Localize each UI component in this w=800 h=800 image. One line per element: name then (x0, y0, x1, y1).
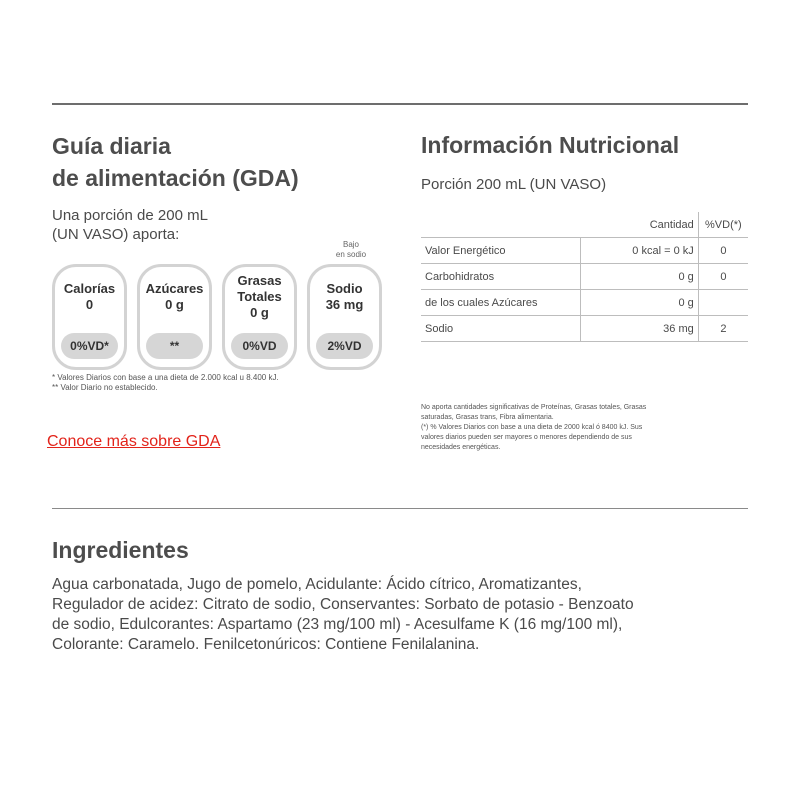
gda-portion-line-1: Una porción de 200 mL (52, 207, 208, 224)
nutrition-note-line: saturadas, Grasas trans, Fibra alimentaria. (421, 414, 554, 421)
ingredients-line: Colorante: Caramelo. Fenilcetonúricos: Contiene Fenilalanina. (52, 636, 480, 653)
row-amount: 36 mg (581, 316, 699, 342)
badge-azucares-value: 0 g (165, 297, 184, 312)
row-label: Carbohidratos (421, 264, 581, 290)
badge-sodio-dv: 2%VD (316, 333, 373, 359)
nutrition-note-line: necesidades energéticas. (421, 444, 501, 451)
nutrition-table-header (421, 212, 748, 238)
ingredients-line: Regulador de acidez: Citrato de sodio, Conservantes: Sorbato de potasio - Benzoato (52, 596, 634, 613)
badge-azucares (137, 264, 212, 370)
bajo-en-sodio-label (320, 240, 382, 260)
row-label: Valor Energético (421, 238, 581, 264)
row-dv: 0 (698, 238, 748, 264)
header-cantidad: Cantidad (581, 212, 699, 238)
header-vd: %VD(*) (698, 212, 748, 238)
badge-grasas-label-1: Grasas (237, 273, 282, 288)
badge-grasas (222, 264, 297, 370)
row-dv (698, 290, 748, 316)
gda-title (52, 130, 382, 194)
nutrition-note-line: valores diarios pueden ser mayores o menores dependiendo de sus (421, 434, 632, 441)
gda-portion (52, 206, 208, 244)
badge-sodio (307, 264, 382, 370)
ingredients-text (52, 575, 752, 655)
gda-portion-line-2: (UN VASO) aporta: (52, 226, 180, 243)
table-row (421, 316, 748, 342)
badge-grasas-dv: 0%VD (231, 333, 288, 359)
nutrition-table (421, 212, 748, 342)
gda-footnote-1: * Valores Diarios con base a una dieta de 2.000 kcal u 8.400 kJ. (52, 373, 279, 382)
badge-grasas-value: 0 g (250, 305, 269, 320)
badge-calorias-label: Calorías (63, 281, 116, 296)
gda-title-line-1: Guía diaria (52, 133, 171, 159)
nutrition-title: Información Nutricional (421, 132, 680, 158)
badge-sodio-value: 36 mg (325, 297, 364, 312)
gda-badges (52, 240, 382, 370)
header-empty (421, 212, 581, 238)
conoce-mas-gda-link[interactable]: Conoce más sobre GDA (47, 433, 221, 450)
table-row (421, 238, 748, 264)
bajo-line-2: en sodio (335, 250, 367, 259)
gda-title-line-2: de alimentación (GDA) (52, 165, 299, 191)
table-row (421, 290, 748, 316)
badge-calorias-dv: 0%VD* (61, 333, 118, 359)
nutrition-note-line: No aporta cantidades significativas de Proteínas, Grasas totales, Grasas (421, 404, 647, 411)
badge-sodio-label: Sodio (326, 281, 363, 296)
bajo-line-1: Bajo (342, 240, 359, 249)
badge-grasas-label-2: Totales (237, 289, 282, 304)
row-amount: 0 kcal = 0 kJ (581, 238, 699, 264)
badge-calorias-value: 0 (85, 297, 94, 312)
gda-footnote-2: ** Valor Diario no establecido. (52, 383, 158, 392)
table-row (421, 264, 748, 290)
badge-azucares-label: Azúcares (145, 281, 204, 296)
row-label: de los cuales Azúcares (421, 290, 581, 316)
top-divider (52, 103, 748, 105)
row-dv: 0 (698, 264, 748, 290)
nutrition-footnotes (421, 403, 741, 453)
ingredients-line: de sodio, Edulcorantes: Aspartamo (23 mg/100 ml) - Acesulfame K (16 mg/100 ml), (52, 616, 623, 633)
badge-azucares-dv: ** (146, 333, 203, 359)
row-label: Sodio (421, 316, 581, 342)
badge-calorias (52, 264, 127, 370)
nutrition-note-line: (*) % Valores Diarios con base a una dieta de 2000 kcal ó 8400 kJ. Sus (421, 424, 643, 431)
middle-divider (52, 508, 748, 509)
nutrition-portion: Porción 200 mL (UN VASO) (421, 176, 607, 193)
row-amount: 0 g (581, 264, 699, 290)
ingredients-title: Ingredientes (52, 537, 189, 563)
ingredients-line: Agua carbonatada, Jugo de pomelo, Acidulante: Ácido cítrico, Aromatizantes, (52, 576, 582, 593)
gda-footnotes (52, 373, 279, 393)
row-amount: 0 g (581, 290, 699, 316)
row-dv: 2 (698, 316, 748, 342)
